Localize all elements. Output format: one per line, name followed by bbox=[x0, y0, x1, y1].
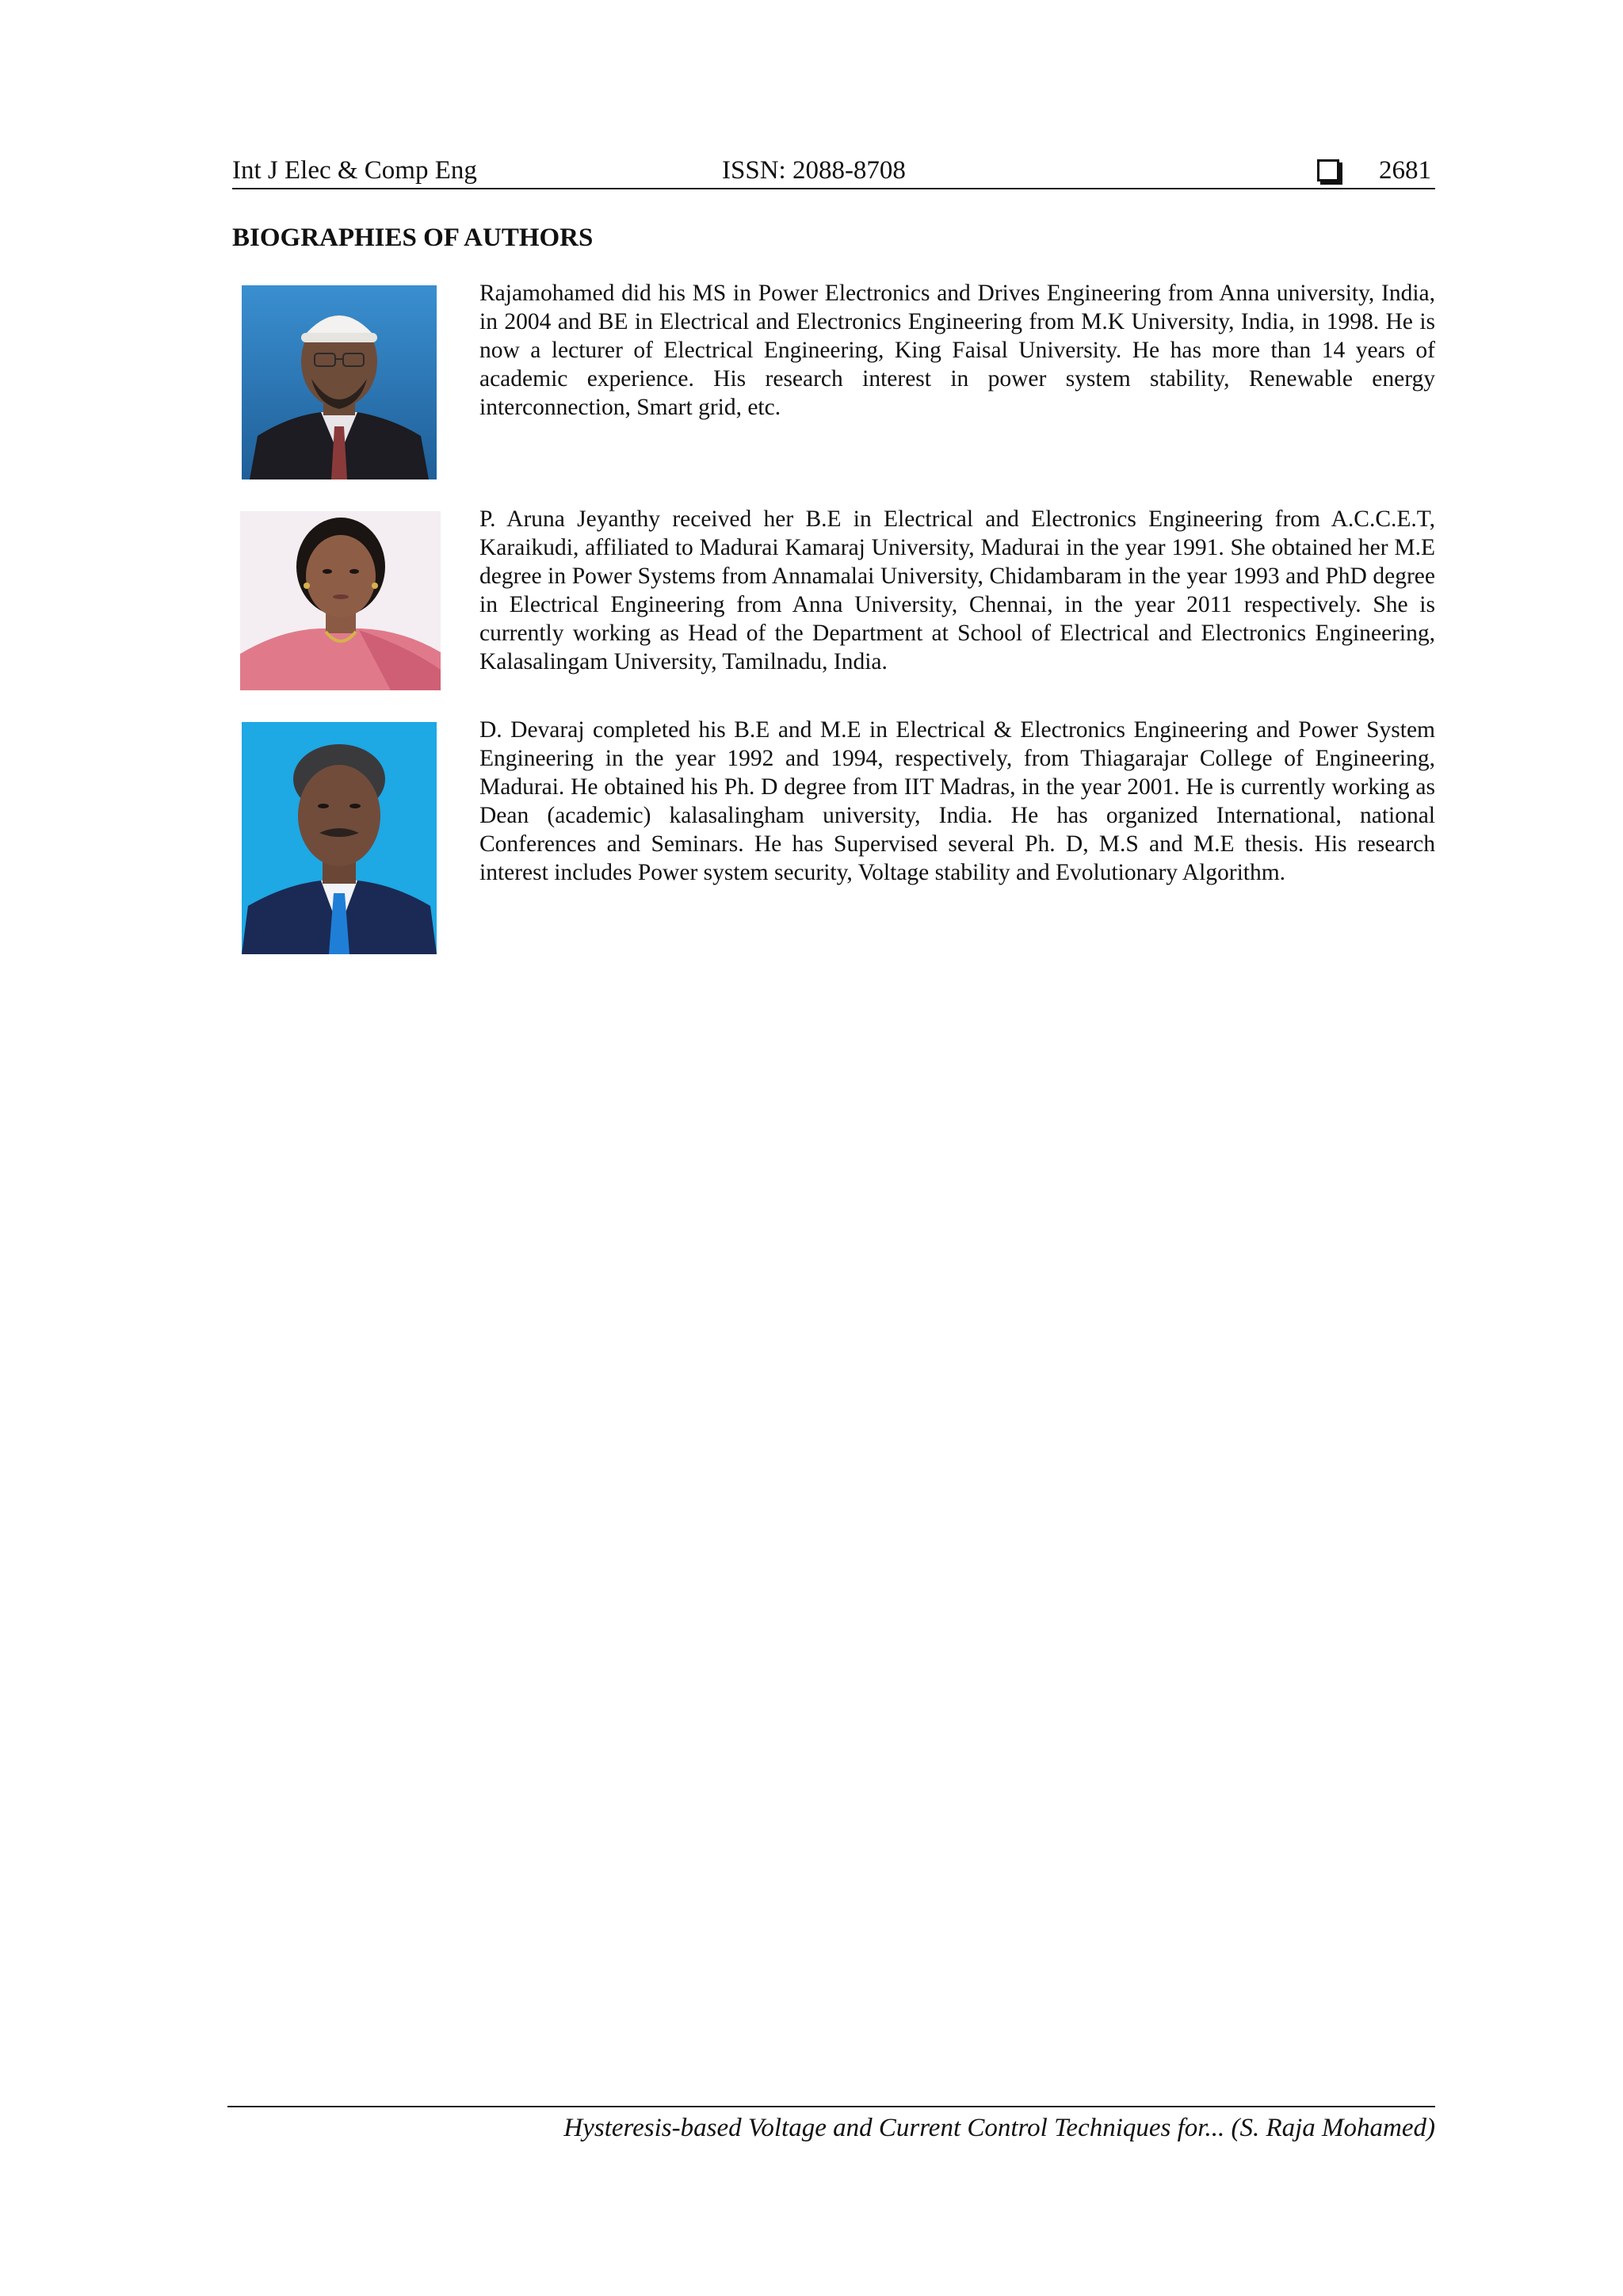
author-bio-text-2: P. Aruna Jeyanthy received her B.E in Electrical and Electronics Engineering from A.C.C.E.T, Karaikudi, affiliated to Madurai Kamaraj University, Madurai in the year 1991. She obtained her M.E degree in Power Systems from Annamalai University, Chidambaram in the year 1993 and PhD degree in Electrical Engineering from Anna University, Chennai, in the year 2011 respectively. She is currently working as Head of the Department at School of Electrical and Electronics Engineering, Kalasalingam University, Tamilnadu, India. bbox=[479, 506, 1435, 674]
author-bio-2 bbox=[232, 506, 1437, 690]
author-bio-text-1: Rajamohamed did his MS in Power Electronics and Drives Engineering from Anna university, India, in 2004 and BE in Electrical and Electronics Engineering from M.K University, India, in 1998. He is now a lecturer of Electrical Engineering, King Faisal University. He has more than 14 years of academic experience. His research interest in power system stability, Renewable energy interconnection, Smart grid, etc. bbox=[479, 281, 1435, 420]
author-bio-3 bbox=[232, 717, 1437, 954]
author-portrait-3 bbox=[242, 722, 437, 954]
page-number: 2681 bbox=[1379, 156, 1431, 185]
running-header bbox=[232, 153, 1435, 189]
author-photo-2 bbox=[240, 511, 441, 690]
author-portrait-1 bbox=[242, 285, 437, 479]
footer-rule bbox=[227, 2106, 1435, 2107]
running-footer-title: Hysteresis-based Voltage and Current Control Techniques for... (S. Raja Mohamed) bbox=[563, 2114, 1435, 2142]
journal-name: Int J Elec & Comp Eng bbox=[232, 156, 477, 185]
author-portrait-2 bbox=[240, 511, 441, 690]
issn: ISSN: 2088-8708 bbox=[722, 156, 906, 185]
author-photo-1 bbox=[242, 285, 437, 479]
author-bio-1 bbox=[232, 281, 1437, 479]
square-bullet-icon bbox=[1317, 159, 1339, 181]
author-bio-text-3: D. Devaraj completed his B.E and M.E in Electrical & Electronics Engineering and Power System Engineering in the year 1992 and 1994, respectively, from Thiagarajar College of Engineering, Madurai. He obtained his Ph. D degree from IIT Madras, in the year 2001. He is currently working as Dean (academic) kalasalingham university, India. He has organized International, national Conferences and Seminars. He has Supervised several Ph. D, M.S and M.E thesis. His research interest includes Power system security, Voltage stability and Evolutionary Algorithm. bbox=[479, 717, 1435, 885]
section-title: BIOGRAPHIES OF AUTHORS bbox=[232, 223, 594, 252]
author-photo-3 bbox=[242, 722, 437, 954]
